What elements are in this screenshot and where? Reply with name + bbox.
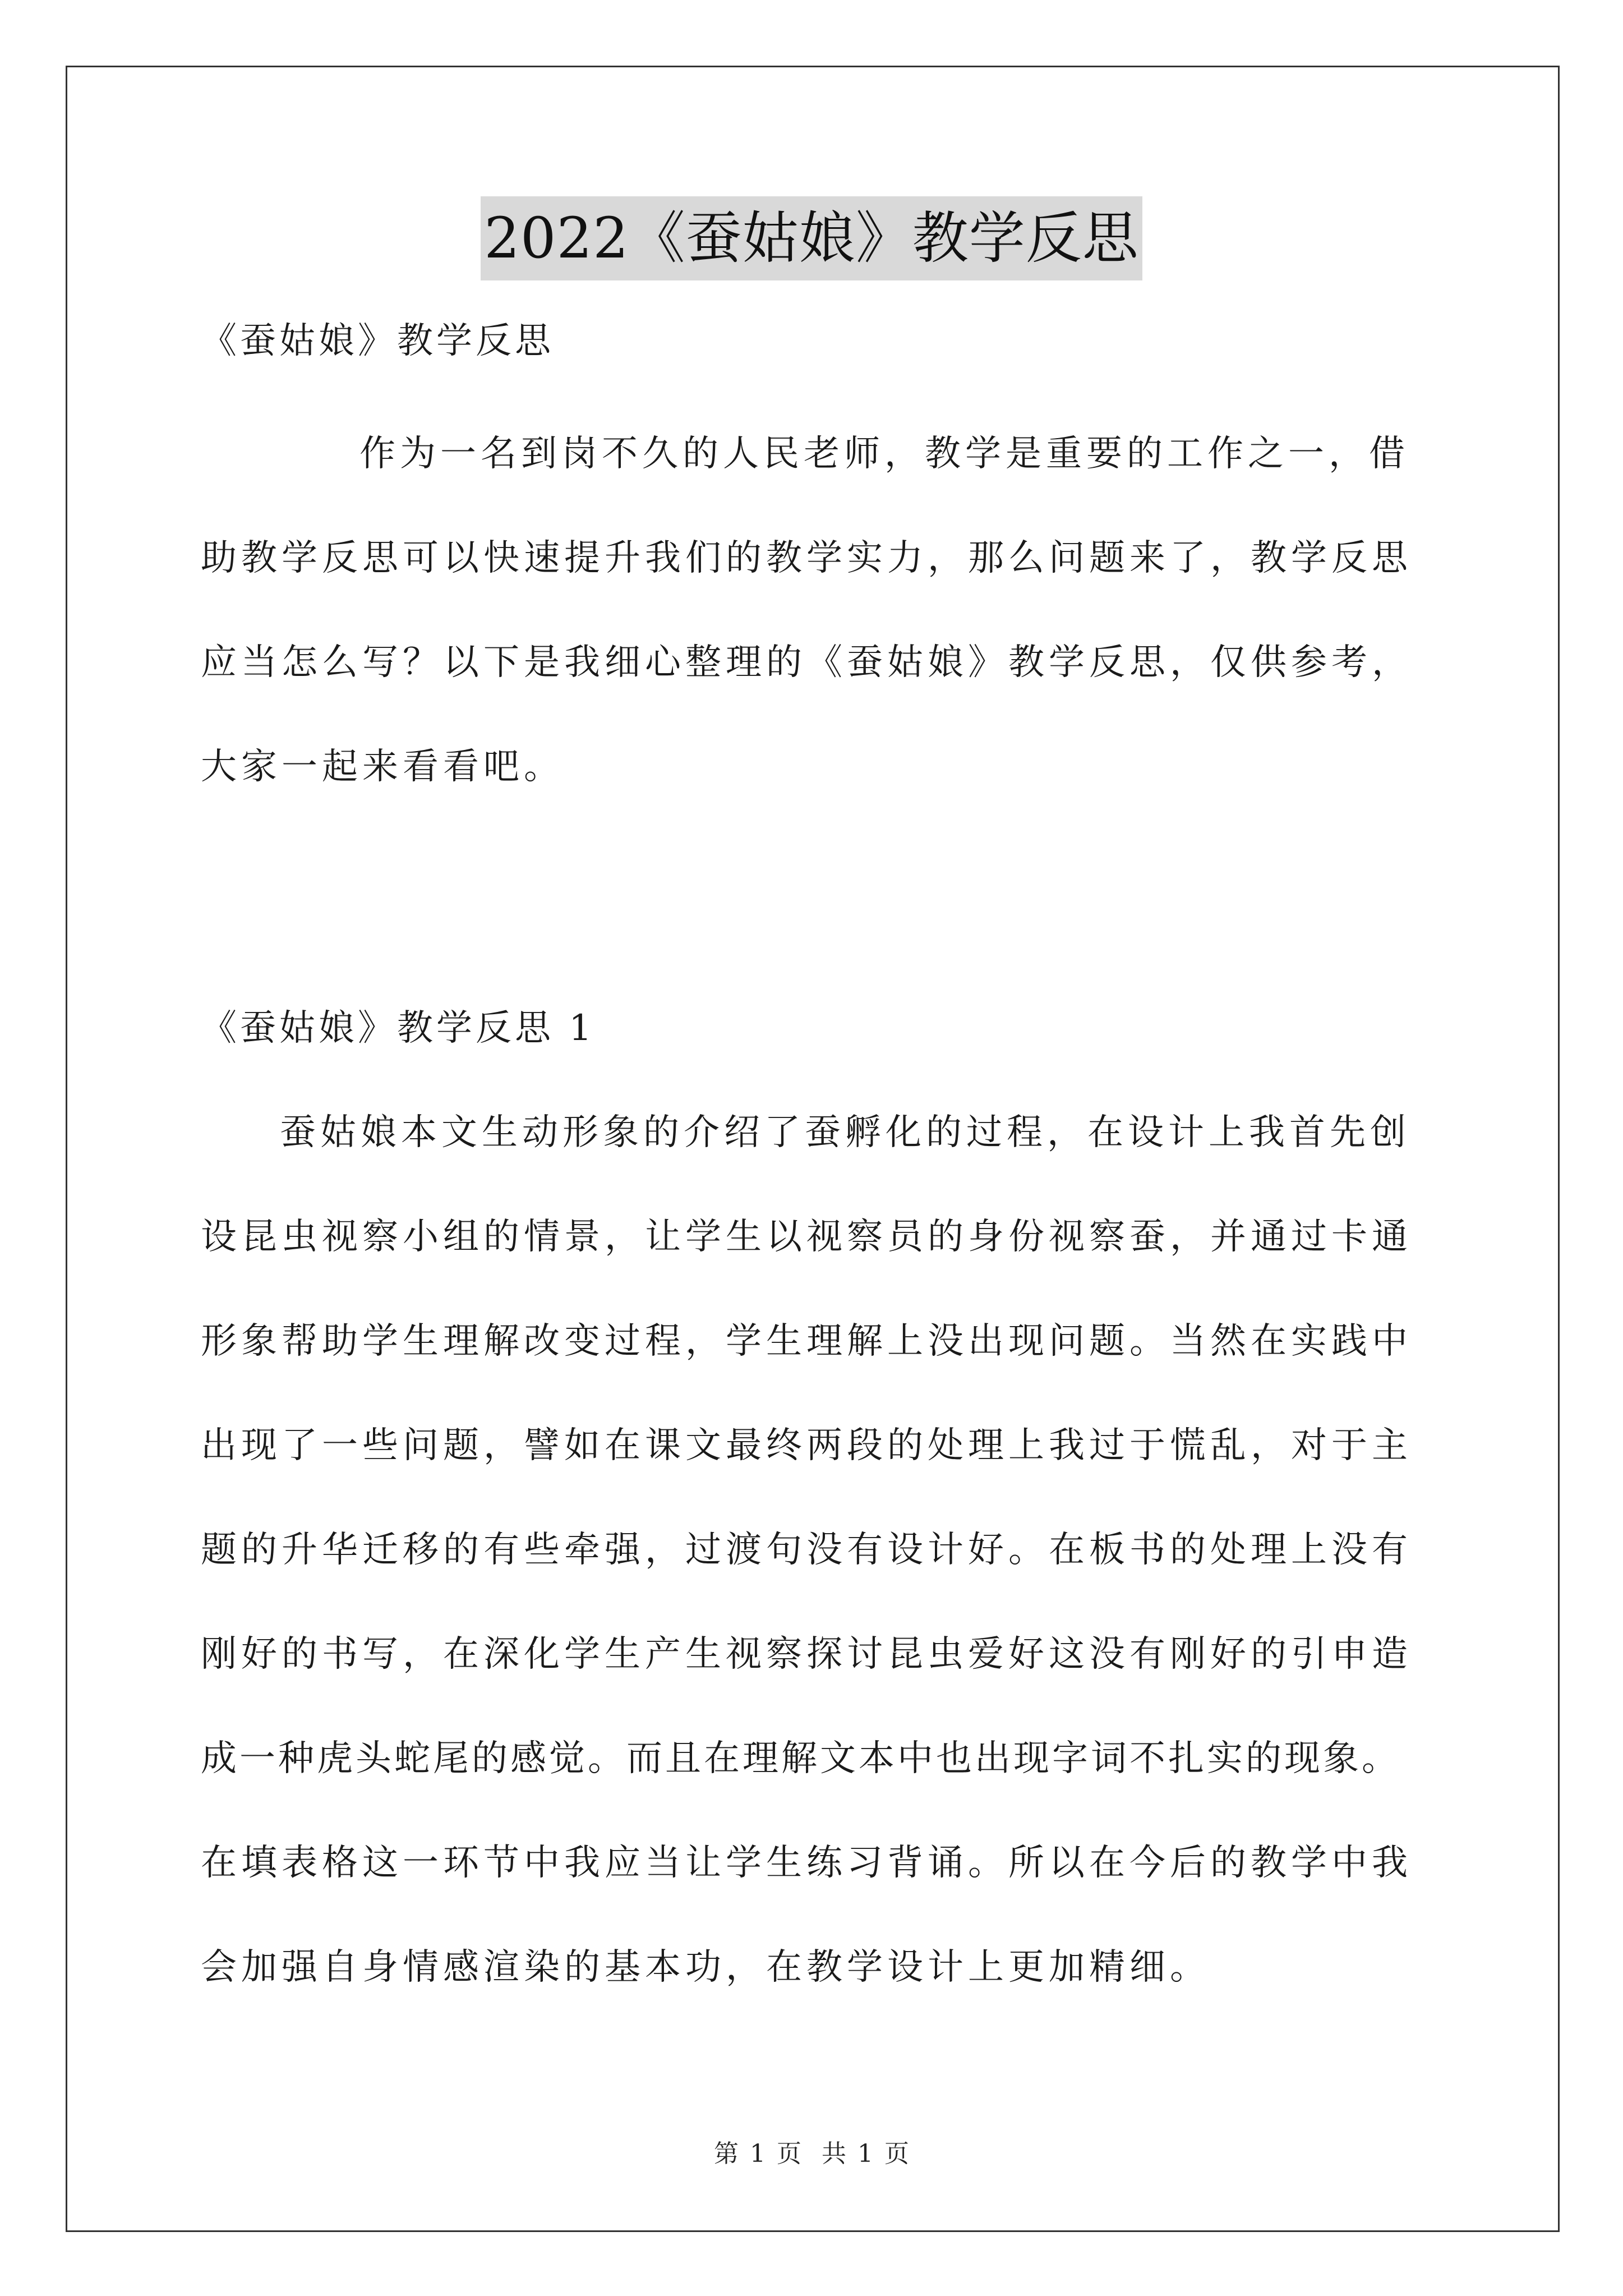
intro-line: 作为一名到岗不久的人民老师，教学是重要的工作之一，借 xyxy=(359,433,1409,475)
intro-line: 助教学反思可以快速提升我们的教学实力，那么问题来了，教学反思 xyxy=(201,537,1412,579)
section1-line: 会加强自身情感渲染的基本功，在教学设计上更加精细。 xyxy=(201,1947,1210,1988)
section1-heading: 《蚕姑娘》教学反思 1 xyxy=(201,1007,596,1049)
section1-line: 在填表格这一环节中我应当让学生练习背诵。所以在今后的教学中我 xyxy=(201,1842,1412,1884)
page-number: 第 1 页 xyxy=(714,2139,801,2168)
section1-line: 刚好的书写，在深化学生产生视察探讨昆虫爱好这没有刚好的引申造 xyxy=(201,1634,1412,1675)
section1-line: 设昆虫视察小组的情景，让学生以视察员的身份视察蚕，并通过卡通 xyxy=(201,1216,1412,1258)
title-container xyxy=(0,196,1623,280)
intro-line: 大家一起来看看吧。 xyxy=(201,746,564,788)
intro-heading: 《蚕姑娘》教学反思 xyxy=(201,320,554,362)
section1-line: 出现了一些问题，譬如在课文最终两段的处理上我过于慌乱，对于主 xyxy=(201,1425,1412,1466)
section1-line: 蚕姑娘本文生动形象的介绍了蚕孵化的过程，在设计上我首先创 xyxy=(280,1112,1410,1153)
section1-line: 成一种虎头蛇尾的感觉。而且在理解文本中也出现字词不扎实的现象。 xyxy=(201,1738,1400,1779)
page-footer xyxy=(0,2137,1623,2171)
section1-line: 形象帮助学生理解改变过程，学生理解上没出现问题。当然在实践中 xyxy=(201,1320,1412,1362)
section1-line: 题的升华迁移的有些牵强，过渡句没有设计好。在板书的处理上没有 xyxy=(201,1529,1412,1571)
page-total: 共 1 页 xyxy=(822,2139,909,2168)
intro-line: 应当怎么写？以下是我细心整理的《蚕姑娘》教学反思，仅供参考， xyxy=(201,642,1412,683)
document-title: 2022《蚕姑娘》教学反思 xyxy=(481,196,1142,280)
